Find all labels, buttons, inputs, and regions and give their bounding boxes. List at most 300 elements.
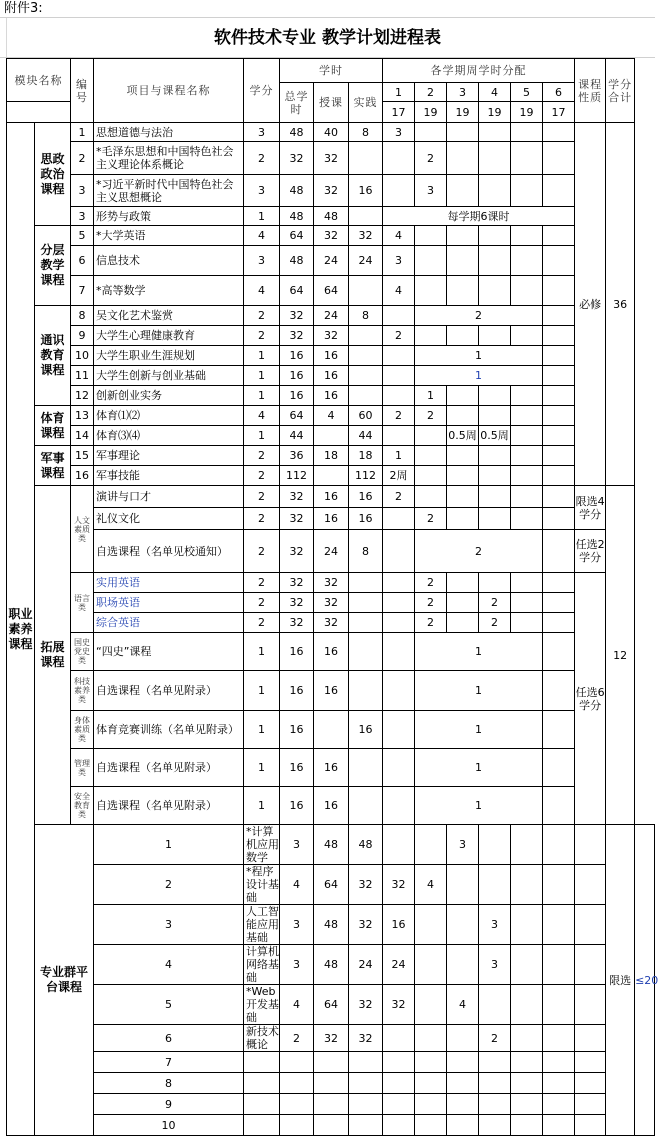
credit: 1 bbox=[244, 366, 280, 386]
sem-hours bbox=[511, 326, 543, 346]
sem-hours bbox=[415, 985, 447, 1025]
empty-cell bbox=[349, 1052, 383, 1073]
total-hours: 36 bbox=[280, 446, 314, 466]
course-name: 自选课程（名单见校通知） bbox=[94, 530, 244, 573]
sem-header: 1 bbox=[383, 83, 415, 102]
sem-hours bbox=[511, 985, 543, 1025]
lecture-hours: 24 bbox=[314, 530, 349, 573]
total-hours: 32 bbox=[280, 508, 314, 530]
total-hours: 32 bbox=[280, 142, 314, 175]
sem-hours bbox=[543, 123, 575, 142]
empty-cell bbox=[447, 1052, 479, 1073]
credit: 2 bbox=[244, 486, 280, 508]
credit: 4 bbox=[244, 226, 280, 246]
practice-hours: 16 bbox=[349, 711, 383, 749]
sem-hours bbox=[543, 787, 575, 825]
nature-required: 必修 bbox=[575, 123, 606, 486]
sem-hours: 2 bbox=[479, 613, 511, 633]
practice-hours: 16 bbox=[349, 508, 383, 530]
sem-hours: 2周 bbox=[383, 466, 415, 486]
credit: 2 bbox=[244, 446, 280, 466]
lecture-hours: 32 bbox=[314, 142, 349, 175]
subgroup-language: 语言类 bbox=[71, 573, 94, 633]
week-header: 17 bbox=[543, 102, 575, 123]
empty-cell bbox=[415, 1073, 447, 1094]
credit: 1 bbox=[244, 426, 280, 446]
sem-hours: 3 bbox=[415, 175, 447, 207]
course-name: 大学生心理健康教育 bbox=[94, 326, 244, 346]
sem-hours bbox=[575, 1025, 606, 1052]
row-no: 8 bbox=[71, 306, 94, 326]
total-hours: 48 bbox=[280, 246, 314, 276]
practice-hours: 24 bbox=[383, 945, 415, 985]
row-no: 10 bbox=[71, 346, 94, 366]
empty-cell bbox=[575, 1094, 606, 1115]
empty-cell bbox=[543, 1115, 575, 1136]
sem-hours-span: 1 bbox=[415, 749, 543, 787]
empty-cell bbox=[479, 1094, 511, 1115]
sem-hours bbox=[511, 573, 543, 593]
sem-hours bbox=[479, 865, 511, 905]
sem-hours bbox=[511, 466, 543, 486]
sem-hours bbox=[415, 326, 447, 346]
lecture-hours: 16 bbox=[314, 346, 349, 366]
sem-hours bbox=[383, 530, 415, 573]
table-row bbox=[7, 1025, 655, 1052]
credit: 1 bbox=[244, 633, 280, 671]
credit: 1 bbox=[244, 207, 280, 226]
annex-label: 附件3: bbox=[0, 0, 655, 18]
sem-hours bbox=[447, 123, 479, 142]
lecture-hours: 4 bbox=[314, 406, 349, 426]
sem-hours bbox=[479, 175, 511, 207]
empty-cell bbox=[383, 1052, 415, 1073]
sem-header: 5 bbox=[511, 83, 543, 102]
sem-hours bbox=[479, 446, 511, 466]
sem-hours bbox=[543, 749, 575, 787]
total-hours: 16 bbox=[280, 633, 314, 671]
sem-hours bbox=[415, 466, 447, 486]
sem-hours: 2 bbox=[415, 406, 447, 426]
empty-cell bbox=[575, 1073, 606, 1094]
sem-hours bbox=[575, 985, 606, 1025]
table-row bbox=[7, 905, 655, 945]
practice-hours bbox=[383, 825, 415, 865]
empty-cell bbox=[314, 1115, 349, 1136]
sem-hours bbox=[511, 426, 543, 446]
sem-hours bbox=[383, 386, 415, 406]
lecture-hours: 16 bbox=[314, 366, 349, 386]
total-hours: 48 bbox=[314, 905, 349, 945]
lecture-hours: 32 bbox=[349, 905, 383, 945]
sem-hours bbox=[543, 671, 575, 711]
sem-hours bbox=[543, 985, 575, 1025]
practice-hours bbox=[383, 1025, 415, 1052]
empty-cell bbox=[511, 1052, 543, 1073]
practice-hours: 60 bbox=[349, 406, 383, 426]
week-header: 19 bbox=[447, 102, 479, 123]
sem-hours bbox=[447, 905, 479, 945]
table-row bbox=[7, 306, 655, 326]
total-hours: 48 bbox=[314, 945, 349, 985]
subgroup-safety: 安全教育类 bbox=[71, 787, 94, 825]
practice-hours: 32 bbox=[383, 985, 415, 1025]
sem-hours bbox=[447, 326, 479, 346]
sem-hours bbox=[447, 276, 479, 306]
sem-hours: 0.5周 bbox=[447, 426, 479, 446]
course-name: 体育竞赛训练（名单见附录） bbox=[94, 711, 244, 749]
sem-hours bbox=[447, 246, 479, 276]
sem-hours bbox=[447, 406, 479, 426]
sem-hours bbox=[447, 226, 479, 246]
course-name: *程序设计基础 bbox=[244, 865, 280, 905]
table-row bbox=[7, 1115, 655, 1136]
sem-hours-span: 1 bbox=[415, 671, 543, 711]
subgroup-physical: 身体素质类 bbox=[71, 711, 94, 749]
table-row bbox=[7, 366, 655, 386]
sem-hours bbox=[543, 508, 575, 530]
lecture-hours: 16 bbox=[314, 386, 349, 406]
sem-hours bbox=[511, 1025, 543, 1052]
empty-cell bbox=[349, 1115, 383, 1136]
sem-hours: 3 bbox=[479, 905, 511, 945]
subgroup-humanities: 人文素质类 bbox=[71, 486, 94, 573]
sem-hours bbox=[543, 905, 575, 945]
lecture-hours: 32 bbox=[314, 175, 349, 207]
practice-hours: 18 bbox=[349, 446, 383, 466]
sem-hours bbox=[479, 326, 511, 346]
course-name: 大学生职业生涯规划 bbox=[94, 346, 244, 366]
sem-hours bbox=[543, 593, 575, 613]
total-hours: 16 bbox=[280, 711, 314, 749]
sem-hours bbox=[543, 366, 575, 386]
group-military: 军事课程 bbox=[35, 446, 71, 486]
col-header-module: 模块名称 bbox=[7, 59, 71, 102]
sem-hours bbox=[543, 446, 575, 466]
practice-hours: 24 bbox=[349, 246, 383, 276]
course-name: *习近平新时代中国特色社会主义思想概论 bbox=[94, 175, 244, 207]
empty-cell bbox=[543, 1052, 575, 1073]
course-name: 人工智能应用基础 bbox=[244, 905, 280, 945]
empty-cell bbox=[511, 1073, 543, 1094]
total-hours: 16 bbox=[280, 366, 314, 386]
practice-hours bbox=[349, 671, 383, 711]
total-hours: 112 bbox=[280, 466, 314, 486]
lecture-hours: 24 bbox=[314, 306, 349, 326]
practice-hours: 32 bbox=[349, 226, 383, 246]
group-general-education: 通识教育课程 bbox=[35, 306, 71, 406]
sem-hours bbox=[383, 671, 415, 711]
practice-hours: 16 bbox=[349, 486, 383, 508]
lecture-hours: 24 bbox=[314, 246, 349, 276]
course-name: 自选课程（名单见附录） bbox=[94, 787, 244, 825]
course-name: *计算机应用数学 bbox=[244, 825, 280, 865]
sem-hours: 1 bbox=[415, 386, 447, 406]
col-header-lecture: 授课 bbox=[314, 83, 349, 123]
sem-hours-span: 1 bbox=[415, 711, 543, 749]
sem-hours: 2 bbox=[415, 613, 447, 633]
teaching-plan-table bbox=[6, 58, 658, 1136]
table-row bbox=[7, 1073, 655, 1094]
table-row bbox=[7, 787, 655, 825]
sem-hours bbox=[479, 466, 511, 486]
table-row bbox=[7, 1052, 655, 1073]
sem-hours bbox=[383, 508, 415, 530]
sem-hours: 3 bbox=[479, 945, 511, 985]
total-hours: 48 bbox=[314, 825, 349, 865]
sem-hours bbox=[543, 613, 575, 633]
table-row bbox=[7, 671, 655, 711]
lecture-hours: 32 bbox=[349, 985, 383, 1025]
sem-hours: 4 bbox=[415, 865, 447, 905]
credit: 2 bbox=[244, 530, 280, 573]
sem-hours bbox=[543, 825, 575, 865]
lecture-hours: 16 bbox=[314, 486, 349, 508]
sem-hours bbox=[511, 593, 543, 613]
table-row bbox=[7, 175, 655, 207]
course-name: 自选课程（名单见附录） bbox=[94, 749, 244, 787]
course-name: 实用英语 bbox=[94, 573, 244, 593]
lecture-hours: 40 bbox=[314, 123, 349, 142]
total-hours: 32 bbox=[280, 593, 314, 613]
sem-hours bbox=[479, 276, 511, 306]
table-row bbox=[7, 1094, 655, 1115]
total-hours: 16 bbox=[280, 346, 314, 366]
lecture-hours: 32 bbox=[314, 573, 349, 593]
course-name: 自选课程（名单见附录） bbox=[94, 671, 244, 711]
total-hours: 32 bbox=[280, 613, 314, 633]
table-row bbox=[7, 406, 655, 426]
row-no: 9 bbox=[71, 326, 94, 346]
row-no: 14 bbox=[71, 426, 94, 446]
row-no: 16 bbox=[71, 466, 94, 486]
practice-hours: 8 bbox=[349, 306, 383, 326]
sem-hours bbox=[511, 142, 543, 175]
sem-hours bbox=[511, 905, 543, 945]
col-header-course: 项目与课程名称 bbox=[94, 59, 244, 123]
col-header-nature: 课程性质 bbox=[575, 59, 606, 123]
sem-hours bbox=[543, 175, 575, 207]
empty-cell bbox=[511, 1115, 543, 1136]
lecture-hours: 48 bbox=[349, 825, 383, 865]
empty-cell bbox=[383, 1073, 415, 1094]
sem-hours bbox=[543, 633, 575, 671]
sem-hours bbox=[447, 1025, 479, 1052]
sem-hours bbox=[383, 711, 415, 749]
empty-cell bbox=[511, 1094, 543, 1115]
course-name: *大学英语 bbox=[94, 226, 244, 246]
sem-hours: 4 bbox=[383, 276, 415, 306]
total-hours: 32 bbox=[280, 573, 314, 593]
subgroup-management: 管理类 bbox=[71, 749, 94, 787]
sem-hours bbox=[511, 825, 543, 865]
credit: 2 bbox=[244, 573, 280, 593]
sem-hours bbox=[383, 593, 415, 613]
credit-total-b: 12 bbox=[606, 486, 635, 825]
course-name: 演讲与口才 bbox=[94, 486, 244, 508]
sem-hours bbox=[479, 386, 511, 406]
sem-hours bbox=[575, 865, 606, 905]
course-name: 信息技术 bbox=[94, 246, 244, 276]
practice-hours: 16 bbox=[349, 175, 383, 207]
sem-hours bbox=[543, 711, 575, 749]
sem-hours bbox=[415, 426, 447, 446]
sem-hours: 3 bbox=[447, 825, 479, 865]
group-extension: 拓展课程 bbox=[35, 486, 71, 825]
practice-hours bbox=[349, 142, 383, 175]
empty-cell bbox=[383, 1115, 415, 1136]
sem-hours-note: 每学期6课时 bbox=[383, 207, 575, 226]
sem-hours bbox=[479, 406, 511, 426]
row-no: 11 bbox=[71, 366, 94, 386]
sem-hours bbox=[543, 945, 575, 985]
row-no: 1 bbox=[94, 825, 244, 865]
sem-hours bbox=[543, 466, 575, 486]
credit: 3 bbox=[244, 123, 280, 142]
total-hours: 32 bbox=[280, 486, 314, 508]
col-header-practice: 实践 bbox=[349, 83, 383, 123]
sem-hours bbox=[415, 276, 447, 306]
practice-hours bbox=[349, 749, 383, 787]
sem-hours bbox=[415, 226, 447, 246]
sem-hours-span: 2 bbox=[415, 530, 543, 573]
sem-hours bbox=[447, 175, 479, 207]
total-hours: 32 bbox=[280, 326, 314, 346]
credit-total-a: 36 bbox=[606, 123, 635, 486]
credit: 3 bbox=[280, 825, 314, 865]
sem-hours bbox=[479, 226, 511, 246]
practice-hours bbox=[349, 276, 383, 306]
practice-hours: 16 bbox=[383, 905, 415, 945]
sem-hours: 2 bbox=[415, 573, 447, 593]
table-row bbox=[7, 633, 655, 671]
sem-hours bbox=[415, 1025, 447, 1052]
week-header: 19 bbox=[511, 102, 543, 123]
empty-cell bbox=[543, 1094, 575, 1115]
sem-hours bbox=[383, 306, 415, 326]
table-row bbox=[7, 246, 655, 276]
table-row bbox=[7, 749, 655, 787]
lecture-hours bbox=[314, 711, 349, 749]
empty-cell bbox=[575, 1115, 606, 1136]
sem-hours bbox=[415, 123, 447, 142]
table-row bbox=[7, 711, 655, 749]
empty-cell bbox=[349, 1073, 383, 1094]
sem-hours: 3 bbox=[383, 246, 415, 276]
practice-hours: 112 bbox=[349, 466, 383, 486]
practice-hours bbox=[349, 346, 383, 366]
practice-hours bbox=[349, 787, 383, 825]
sem-hours bbox=[543, 226, 575, 246]
empty-cell bbox=[349, 1094, 383, 1115]
sem-hours bbox=[447, 945, 479, 985]
credit: 2 bbox=[244, 142, 280, 175]
empty-cell bbox=[244, 1073, 280, 1094]
sem-header: 6 bbox=[543, 83, 575, 102]
course-name: 吴文化艺术鉴赏 bbox=[94, 306, 244, 326]
sem-hours bbox=[479, 508, 511, 530]
table-row bbox=[7, 593, 655, 613]
course-name: 军事理论 bbox=[94, 446, 244, 466]
table-row bbox=[7, 508, 655, 530]
table-row bbox=[7, 226, 655, 246]
col-header-total: 总学时 bbox=[280, 83, 314, 123]
credit: 4 bbox=[280, 985, 314, 1025]
sem-hours bbox=[575, 945, 606, 985]
course-name: *Web开发基础 bbox=[244, 985, 280, 1025]
total-hours: 32 bbox=[280, 530, 314, 573]
course-name: 形势与政策 bbox=[94, 207, 244, 226]
practice-hours: 32 bbox=[383, 865, 415, 905]
sem-hours bbox=[511, 446, 543, 466]
lecture-hours: 18 bbox=[314, 446, 349, 466]
sem-hours bbox=[543, 142, 575, 175]
row-no: 2 bbox=[71, 142, 94, 175]
group-physical-education: 体育课程 bbox=[35, 406, 71, 446]
sem-hours bbox=[511, 123, 543, 142]
row-no: 5 bbox=[71, 226, 94, 246]
sem-hours bbox=[447, 486, 479, 508]
total-hours: 64 bbox=[280, 276, 314, 306]
sem-hours bbox=[415, 945, 447, 985]
credit: 3 bbox=[244, 246, 280, 276]
credit: 4 bbox=[244, 406, 280, 426]
sem-hours bbox=[415, 486, 447, 508]
sem-hours bbox=[447, 446, 479, 466]
table-row bbox=[7, 276, 655, 306]
sem-hours bbox=[383, 573, 415, 593]
empty-cell bbox=[543, 1073, 575, 1094]
sem-hours bbox=[383, 366, 415, 386]
credit: 2 bbox=[244, 508, 280, 530]
row-no: 5 bbox=[94, 985, 244, 1025]
practice-hours bbox=[349, 386, 383, 406]
lecture-hours: 16 bbox=[314, 749, 349, 787]
empty-cell bbox=[314, 1094, 349, 1115]
empty-cell bbox=[415, 1094, 447, 1115]
lecture-hours: 32 bbox=[349, 1025, 383, 1052]
table-row bbox=[7, 613, 655, 633]
sem-hours bbox=[447, 508, 479, 530]
lecture-hours: 16 bbox=[314, 787, 349, 825]
practice-hours bbox=[349, 613, 383, 633]
sem-hours bbox=[415, 446, 447, 466]
row-no: 3 bbox=[71, 207, 94, 226]
sem-hours bbox=[415, 905, 447, 945]
table-row bbox=[7, 466, 655, 486]
table-row bbox=[7, 446, 655, 466]
sem-hours bbox=[543, 426, 575, 446]
practice-hours bbox=[349, 593, 383, 613]
sem-hours bbox=[383, 613, 415, 633]
sem-hours bbox=[447, 386, 479, 406]
sem-header: 2 bbox=[415, 83, 447, 102]
lecture-hours: 64 bbox=[314, 276, 349, 306]
sem-hours bbox=[543, 865, 575, 905]
course-name: 军事技能 bbox=[94, 466, 244, 486]
sem-hours bbox=[383, 346, 415, 366]
sem-hours bbox=[543, 573, 575, 593]
sem-hours bbox=[511, 486, 543, 508]
col-header-hours: 学时 bbox=[280, 59, 383, 83]
group-tiered: 分层教学课程 bbox=[35, 226, 71, 306]
sem-hours bbox=[383, 787, 415, 825]
credit: 2 bbox=[244, 466, 280, 486]
week-header: 17 bbox=[383, 102, 415, 123]
table-row bbox=[7, 530, 655, 573]
sem-hours-span: 2 bbox=[415, 306, 543, 326]
sem-hours: 2 bbox=[383, 486, 415, 508]
